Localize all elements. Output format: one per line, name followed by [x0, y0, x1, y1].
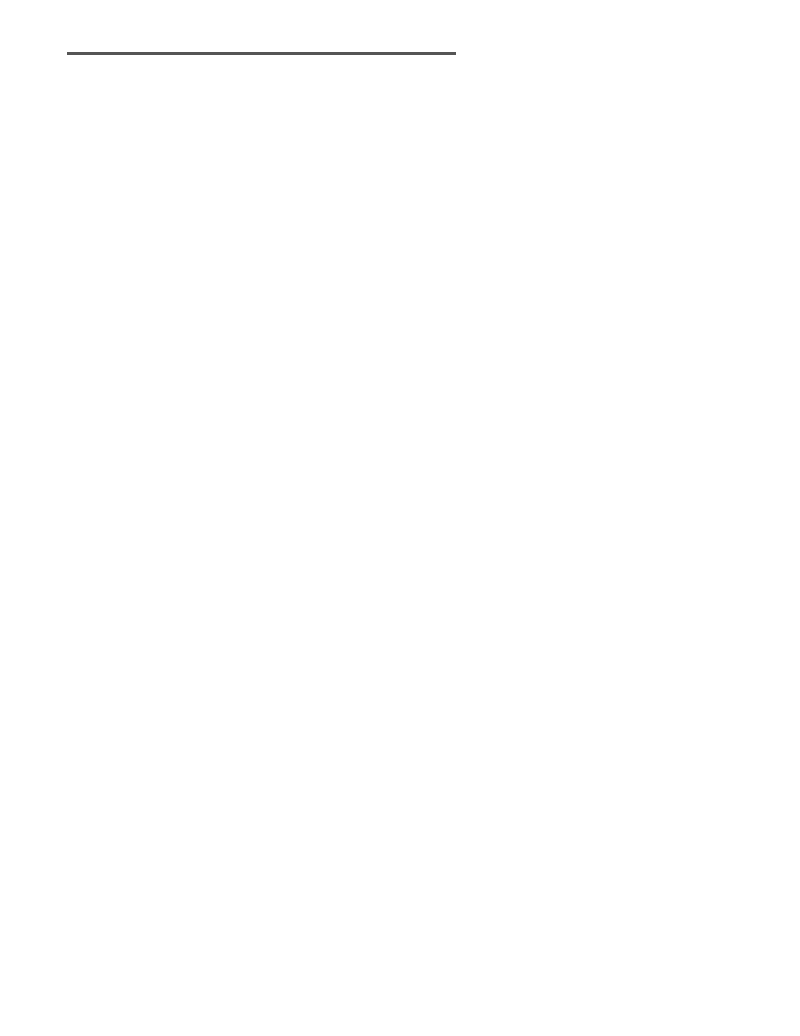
header-rule-60 — [67, 52, 456, 54]
